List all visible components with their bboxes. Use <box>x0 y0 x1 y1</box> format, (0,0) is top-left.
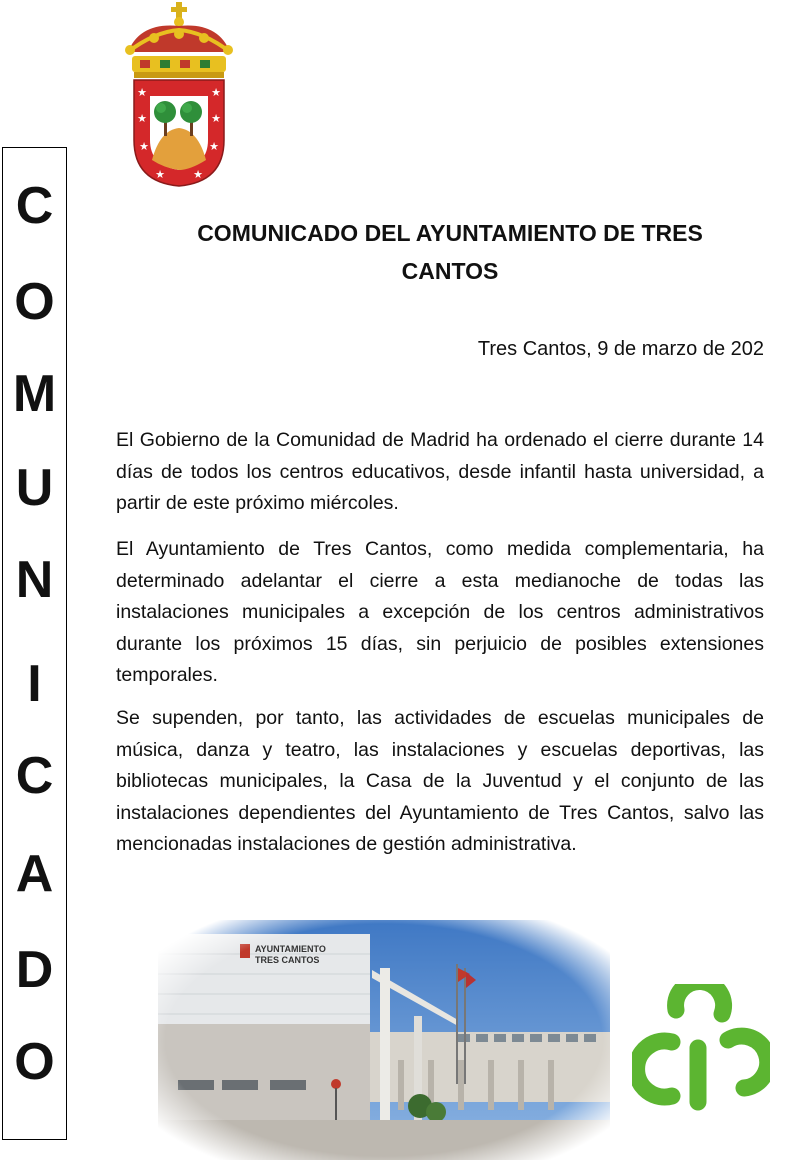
tres-cantos-clover-logo <box>632 984 770 1116</box>
svg-text:★: ★ <box>137 112 147 125</box>
paragraph: El Ayuntamiento de Tres Cantos, como medida complementaria, ha determinado adelantar el cierre a esta medianoche de todas las instalaciones municipales a excepción de los centros administrativos durante los próximos 15 días, sin perjuicio de posibles extensiones temporales. <box>116 538 764 686</box>
title-line: COMUNICADO DEL AYUNTAMIENTO DE TRES <box>197 220 703 246</box>
side-letter: D <box>15 941 54 999</box>
side-letter: N <box>15 551 54 609</box>
side-letter: A <box>15 845 54 903</box>
paragraph-container <box>116 425 764 520</box>
side-letter: M <box>12 365 57 423</box>
paragraph: El Gobierno de la Comunidad de Madrid ha ordenado el cierre durante 14 días de todos los centros educativos, desde infantil hasta universidad, a partir de este próximo miércoles. <box>116 429 764 514</box>
paragraph: Se supenden, por tanto, las actividades de escuelas municipales de música, danza y teatro, las instalaciones y escuelas deportivas, las bibliotecas municipales, la Casa de la Juventud y el conjunto de las instalaciones dependientes del Ayuntamiento de Tres Cantos, salvo las mencionadas instalaciones de gestión administrativa. <box>116 707 764 855</box>
svg-text:★: ★ <box>139 140 149 153</box>
side-letter: C <box>15 747 54 805</box>
svg-text:★: ★ <box>155 168 165 181</box>
side-letter: O <box>14 1033 55 1091</box>
dateline: Tres Cantos, 9 de marzo de 202 <box>477 338 764 360</box>
svg-text:★: ★ <box>211 86 221 99</box>
side-banner <box>2 147 67 1140</box>
svg-text:★: ★ <box>211 112 221 125</box>
side-letter: C <box>15 177 54 235</box>
paragraph-container <box>116 703 764 861</box>
coat-of-arms-logo <box>120 0 238 190</box>
side-letter: O <box>14 273 55 331</box>
side-letter: U <box>15 459 54 517</box>
document-title <box>120 214 780 290</box>
svg-text:★: ★ <box>193 168 203 181</box>
side-letter: I <box>27 655 42 713</box>
svg-text:★: ★ <box>137 86 147 99</box>
paragraph-container <box>116 534 764 692</box>
title-line: CANTOS <box>401 258 499 284</box>
svg-text:★: ★ <box>209 140 219 153</box>
town-hall-photo <box>158 920 610 1160</box>
